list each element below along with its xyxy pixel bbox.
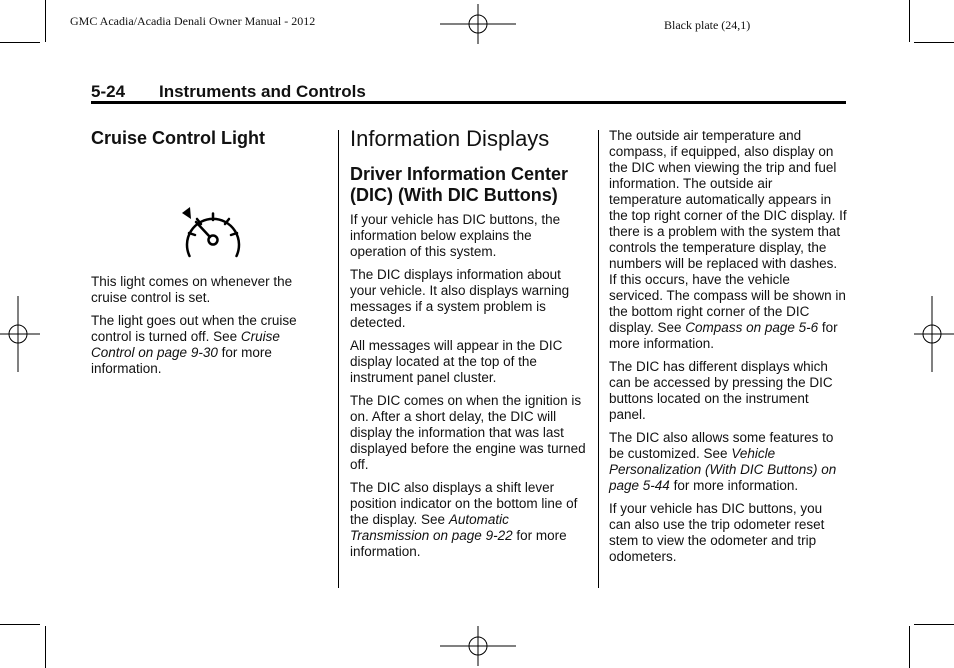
registration-mark-icon: [914, 296, 954, 372]
cross-reference: Compass on page 5-6: [685, 320, 819, 335]
paragraph-text: The outside air temperature and compass, if equipped, also display on the DIC when viewing the trip and fuel information. The outside air temperature automatically appears in the top right corner of the DIC display. If there is a problem with the system that controls the temperature display, the numbers will be replaced with dashes. If this occurs, have the vehicle serviced. The compass will be shown in the bottom right corner of the DIC display. See: [609, 128, 847, 335]
paragraph: If your vehicle has DIC buttons, the information below explains the operation of this system.: [350, 212, 561, 259]
crop-mark: [909, 0, 910, 42]
column-3: [609, 128, 847, 572]
registration-mark-icon: [0, 296, 40, 372]
crop-mark: [0, 624, 40, 625]
registration-mark-icon: [440, 626, 516, 666]
registration-mark-icon: [440, 4, 516, 44]
paragraph: This light comes on whenever the cruise control is set.: [91, 274, 293, 305]
paragraph: If your vehicle has DIC buttons, you can also use the trip odometer reset stem to view the odometer and trip odometers.: [609, 501, 825, 564]
crop-mark: [914, 42, 954, 43]
paragraph: [91, 313, 326, 377]
section-title: Instruments and Controls: [159, 82, 366, 101]
column-divider: [338, 130, 339, 588]
chapter-title: Information Displays: [350, 126, 550, 151]
column-divider: [598, 130, 599, 588]
paragraph: All messages will appear in the DIC display located at the top of the instrument panel cluster.: [350, 338, 563, 385]
paragraph-text: for more information.: [350, 528, 567, 559]
crop-mark: [45, 0, 46, 42]
paragraph-text: for more information.: [91, 345, 272, 376]
crop-mark: [909, 626, 910, 668]
page-number: 5-24: [91, 82, 126, 101]
section-heading: Driver Information Center (DIC) (With DIC Buttons): [350, 164, 569, 205]
column-1: [91, 128, 326, 384]
column-2: [350, 126, 588, 567]
paragraph: The DIC has different displays which can be accessed by pressing the DIC buttons located on the instrument panel.: [609, 359, 833, 422]
paragraph: [350, 480, 588, 560]
cross-reference: Cruise Control on page 9-30: [91, 329, 280, 360]
crop-mark: [914, 624, 954, 625]
plate-label: Black plate (24,1): [664, 18, 751, 32]
paragraph: The DIC comes on when the ignition is on. After a short delay, the DIC will display the information that was last displayed before the engine was turned off.: [350, 393, 586, 472]
paragraph-text: for more information.: [609, 320, 838, 351]
crop-mark: [45, 626, 46, 668]
cross-reference: Automatic Transmission on page 9-22: [350, 512, 513, 543]
cruise-control-speedometer-icon: [91, 149, 326, 269]
header-rule: [91, 101, 846, 104]
paragraph: [609, 430, 847, 494]
cross-reference: Vehicle Personalization (With DIC Buttons) on page 5-44: [609, 446, 837, 493]
running-head: [91, 82, 366, 102]
paragraph: The DIC displays information about your vehicle. It also displays warning messages if a system problem is detected.: [350, 267, 570, 330]
manual-title: GMC Acadia/Acadia Denali Owner Manual - 2012: [70, 14, 316, 28]
section-heading: Cruise Control Light: [91, 128, 265, 148]
paragraph-text: The DIC also displays a shift lever position indicator on the bottom line of the display. See: [350, 480, 578, 527]
crop-mark: [0, 42, 40, 43]
paragraph-text: for more information.: [669, 478, 799, 493]
paragraph-text: The DIC also allows some features to be customized. See: [609, 430, 834, 461]
paragraph: [609, 128, 847, 352]
paragraph-text: The light goes out when the cruise control is turned off. See: [91, 313, 297, 344]
